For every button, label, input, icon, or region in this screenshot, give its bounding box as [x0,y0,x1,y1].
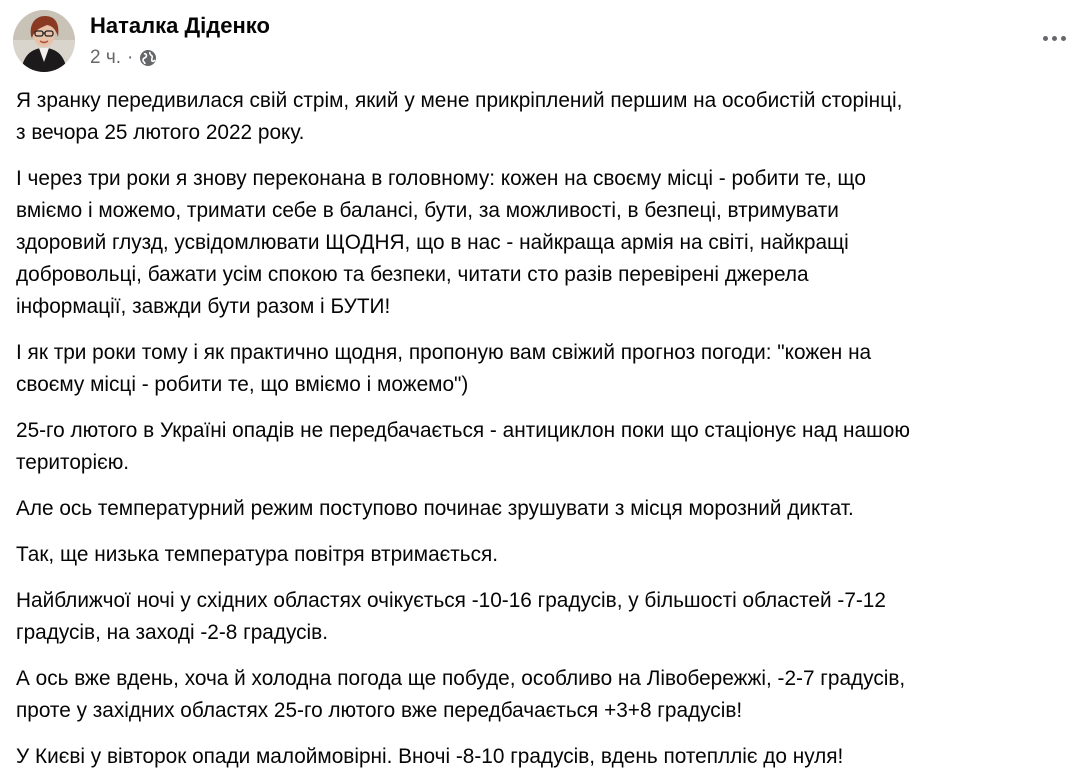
globe-icon[interactable] [139,49,157,67]
paragraph-line: У Києві у вівторок опади малоймовірні. Вночі -8-10 градусів, вдень потеплліє до нуля! [16,745,844,768]
paragraph-line: Але ось температурний режим поступово починає зрушувати з місця морозний диктат. [16,497,854,520]
post-body [16,85,1081,768]
post-paragraph [16,663,1081,727]
paragraph-line: територією. [16,451,130,474]
avatar-photo [13,10,75,72]
paragraph-line: Я зранку передивилася свій стрім, який у мене прикріплений першим на особистій сторінці, [16,89,903,112]
post-paragraph [16,585,1081,649]
more-options-button[interactable] [1036,26,1072,50]
paragraph-line: І через три роки я знову переконана в головному: кожен на своєму місці - робити те, що [16,167,866,190]
author-name[interactable]: Наталка Діденко [90,13,270,38]
post-meta [90,46,157,70]
paragraph-line: вміємо і можемо, тримати себе в балансі, бути, за можливості, в безпеці, втримувати [16,199,839,222]
paragraph-line: Так, ще низька температура повітря втримається. [16,543,499,566]
paragraph-line: І як три роки тому і як практично щодня, пропоную вам свіжий прогноз погоди: "кожен на [16,341,872,364]
paragraph-line: 25-го лютого в Україні опадів не передбачається - антициклон поки що стаціонує над нашою [16,419,910,442]
paragraph-line: Найближчої ночі у східних областях очікується -10-16 градусів, у більшості областей -7-12 [16,589,886,612]
paragraph-line: інформації, завжди бути разом і БУТИ! [16,295,391,318]
author-avatar[interactable] [13,10,75,72]
post-paragraph [16,539,1081,571]
paragraph-line: проте у західних областях 25-го лютого вже передбачається +3+8 градусів! [16,699,743,722]
paragraph-line: здоровий глузд, усвідомлювати ЩОДНЯ, що в нас - найкраща армія на світі, найкращі [16,231,849,254]
paragraph-line: з вечора 25 лютого 2022 року. [16,121,305,144]
post-paragraph [16,337,1081,401]
paragraph-line: добровольці, бажати усім спокою та безпеки, читати сто разів перевірені джерела [16,263,809,286]
post-paragraph [16,163,1081,323]
post-paragraph [16,85,1081,149]
post-paragraph [16,741,1081,768]
paragraph-line: градусів, на заході -2-8 градусів. [16,621,329,644]
post-paragraph [16,415,1081,479]
paragraph-line: А ось вже вдень, хоча й холодна погода ще побуде, особливо на Лівобережжі, -2-7 градусів, [16,667,906,690]
post-timestamp[interactable]: 2 ч. [90,47,122,68]
post-paragraph [16,493,1081,525]
more-options-icon [1043,36,1048,41]
paragraph-line: своєму місці - робити те, що вміємо і можемо") [16,373,469,396]
meta-separator: · [127,47,134,68]
